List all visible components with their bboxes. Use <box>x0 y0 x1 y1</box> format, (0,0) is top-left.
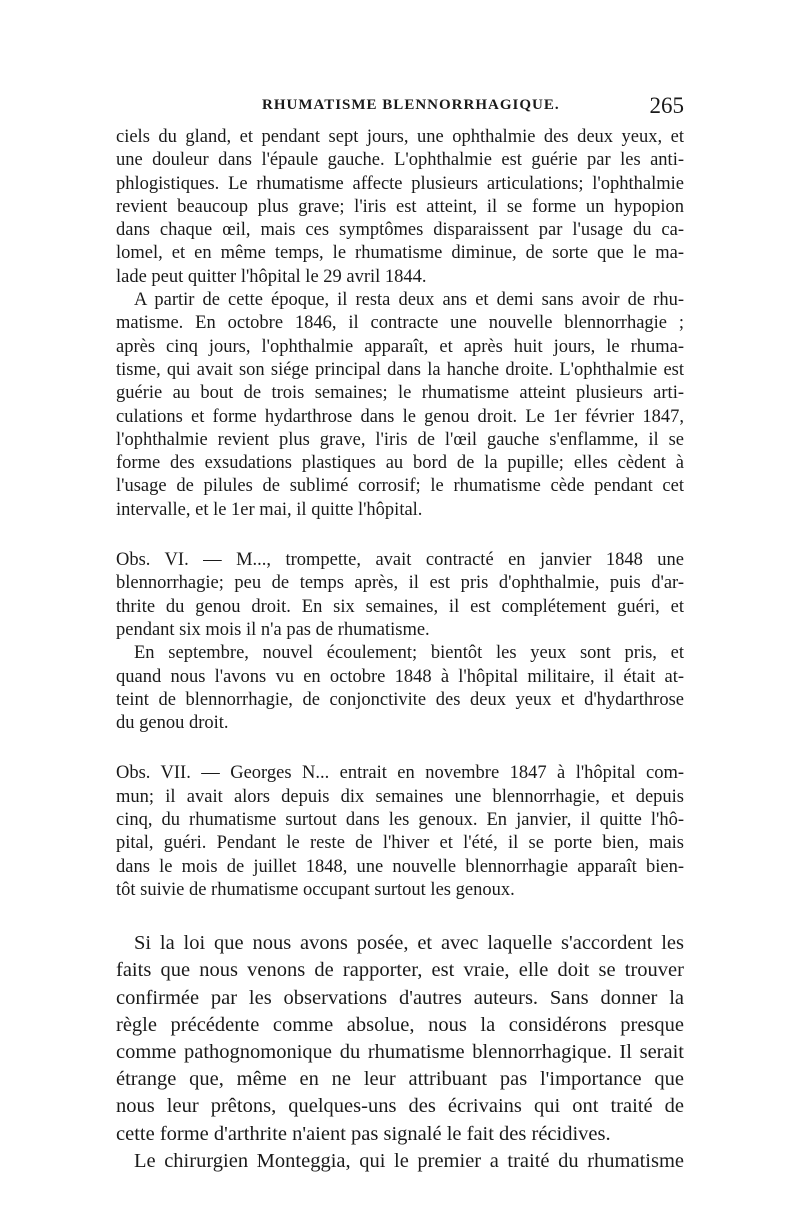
observation-vii <box>116 762 684 902</box>
text-line: ciels du gland, et pendant sept jours, une ophthalmie des deux yeux, et <box>116 127 684 147</box>
text-line: faits que nous venons de rapporter, est vraie, elle doit se trouver <box>116 959 684 982</box>
text-line: étrange que, même en ne leur attribuant pas l'importance que <box>116 1068 684 1091</box>
text-line: guérie au bout de trois semaines; le rhumatisme atteint plusieurs arti- <box>116 383 684 404</box>
text-line: du genou droit. <box>116 713 229 734</box>
text-line: thrite du genou droit. En six semaines, il est complétement guéri, et <box>116 596 684 617</box>
text-line: règle précédente comme absolue, nous la considérons presque <box>116 1013 684 1036</box>
text-line: intervalle, et le 1er mai, il quitte l'hôpital. <box>116 499 423 520</box>
text-line: l'usage de pilules de sublimé corrosif; le rhumatisme cède pendant cet <box>116 476 684 497</box>
text-line: une douleur dans l'épaule gauche. L'ophthalmie est guérie par les anti- <box>116 150 684 171</box>
text-line: A partir de cette époque, il resta deux ans et demi sans avoir de rhu- <box>134 290 684 311</box>
text-line: cinq, du rhumatisme surtout dans les genoux. En janvier, il quitte l'hô- <box>116 810 684 831</box>
text-line: En septembre, nouvel écoulement; bientôt les yeux sont pris, et <box>134 643 684 664</box>
text-line: confirmée par les observations d'autres auteurs. Sans donner la <box>116 986 684 1009</box>
text-line: matisme. En octobre 1846, il contracte une nouvelle blennorrhagie ; <box>116 313 684 334</box>
page-header <box>262 93 684 121</box>
text-line: Obs. VII. — Georges N... entrait en novembre 1847 à l'hôpital com- <box>116 763 684 784</box>
discussion-paragraph <box>116 930 684 1175</box>
observation-vi <box>116 549 684 735</box>
text-line: pendant six mois il n'a pas de rhumatisme. <box>116 619 430 640</box>
text-line: tisme, qui avait son siége principal dans la hanche droite. L'ophthalmie est <box>116 359 684 380</box>
text-line: mun; il avait alors depuis dix semaines une blennorrhagie, et depuis <box>116 786 684 807</box>
text-line: culations et forme hydarthrose dans le genou droit. Le 1er février 1847, <box>116 406 684 427</box>
text-line: dans chaque œil, mais ces symptômes disparaissent par l'usage du ca- <box>116 220 684 241</box>
text-line: dans le mois de juillet 1848, une nouvelle blennorrhagie apparaît bien- <box>116 856 684 877</box>
text-line: blennorrhagie; peu de temps après, il est pris d'ophthalmie, puis d'ar- <box>116 573 684 594</box>
text-line: l'ophthalmie revient plus grave, l'iris de l'œil gauche s'enflamme, il se <box>116 429 684 450</box>
text-line: nous leur prêtons, quelques-uns des écrivains qui ont traité de <box>116 1095 684 1118</box>
text-line: après cinq jours, l'ophthalmie apparaît, et après huit jours, le rhuma- <box>116 336 684 357</box>
text-line: tôt suivie de rhumatisme occupant surtout les genoux. <box>116 879 515 900</box>
text-line: phlogistiques. Le rhumatisme affecte plusieurs articulations; l'ophthalmie <box>116 173 684 194</box>
text-line: comme pathognomonique du rhumatisme blennorrhagique. Il serait <box>116 1041 684 1064</box>
text-line: teint de blennorrhagie, de conjonctivite des deux yeux et d'hydarthrose <box>116 689 684 710</box>
text-line: lade peut quitter l'hôpital le 29 avril 1844. <box>116 266 427 287</box>
text-line: Si la loi que nous avons posée, et avec laquelle s'accordent les <box>134 932 684 955</box>
case-continuation-paragraph <box>116 126 684 522</box>
text-line: forme des exsudations plastiques au bord de la pupille; elles cèdent à <box>116 453 684 474</box>
text-line: pital, guéri. Pendant le reste de l'hiver et l'été, il se porte bien, mais <box>116 833 684 854</box>
text-line: Le chirurgien Monteggia, qui le premier a traité du rhumatisme <box>134 1149 684 1172</box>
text-line: quand nous l'avons vu en octobre 1848 à l'hôpital militaire, il était at- <box>116 666 684 687</box>
text-line: Obs. VI. — M..., trompette, avait contracté en janvier 1848 une <box>116 550 684 571</box>
text-line: revient beaucoup plus grave; l'iris est atteint, il se forme un hypopion <box>116 196 684 217</box>
body-text <box>116 126 684 1175</box>
text-line: lomel, et en même temps, le rhumatisme diminue, de sorte que le ma- <box>116 243 684 264</box>
page-number: 265 <box>649 93 684 118</box>
text-line: cette forme d'arthrite n'aient pas signalé le fait des récidives. <box>116 1122 611 1145</box>
running-title: RHUMATISME BLENNORRHAGIQUE. <box>262 97 560 113</box>
